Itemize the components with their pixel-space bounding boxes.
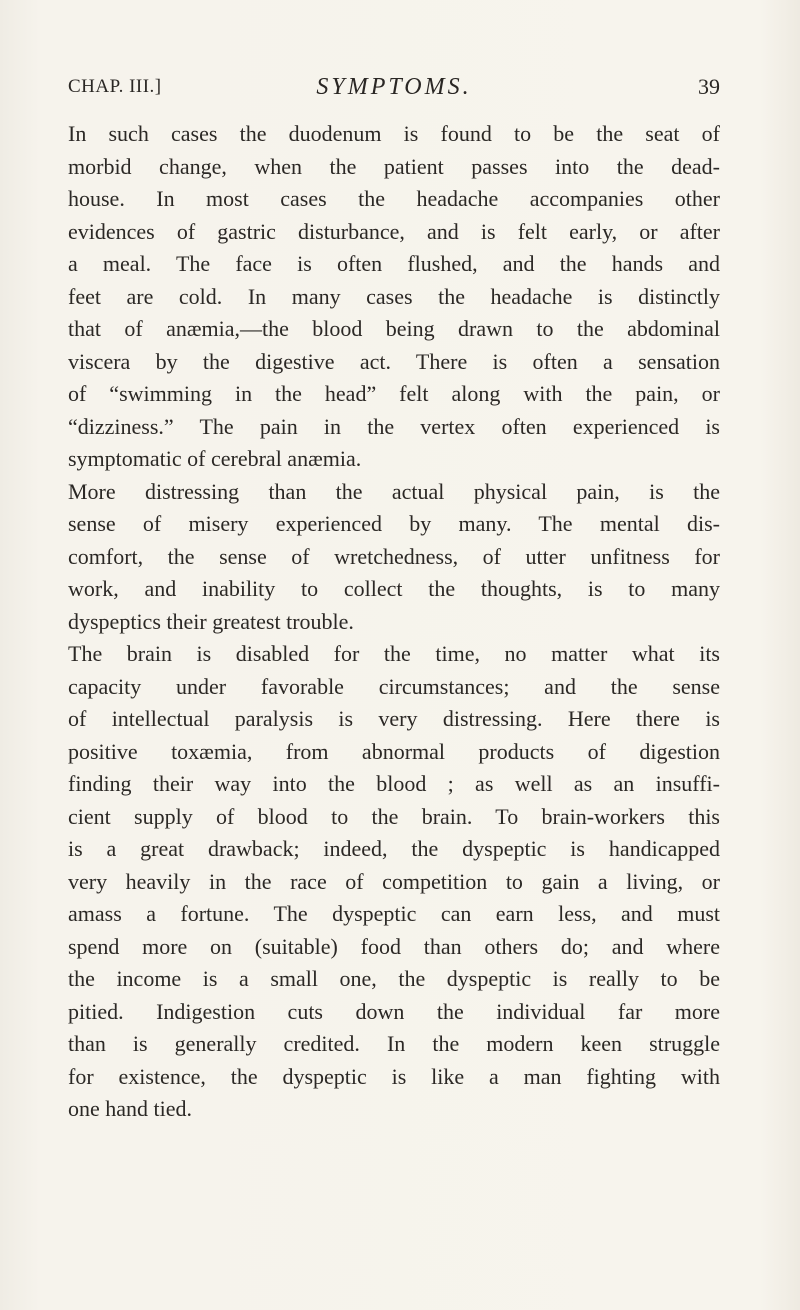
text-line: is a great drawback; indeed, the dyspeptic is handicapped: [68, 836, 720, 861]
text-line: morbid change, when the patient passes into the dead-: [68, 153, 720, 179]
text-line: capacity under favorable circumstances; and the sense: [68, 673, 720, 699]
text-line: very heavily in the race of competition to gain a living, or: [68, 868, 720, 894]
text-line: spend more on (suitable) food than others do; and where: [68, 933, 720, 959]
text-line: dyspeptics their greatest trouble.: [68, 608, 354, 634]
text-line: for existence, the dyspeptic is like a man fighting with: [68, 1063, 720, 1089]
text-line: amass a fortune. The dyspeptic can earn less, and must: [68, 901, 720, 926]
text-line: house. In most cases the headache accompanies other: [68, 186, 720, 211]
text-line: the income is a small one, the dyspeptic is really to be: [68, 966, 720, 991]
body-text: [68, 118, 720, 1126]
text-line: a meal. The face is often flushed, and the hands and: [68, 251, 720, 276]
text-line: sense of misery experienced by many. The mental dis-: [68, 511, 720, 536]
text-line: “dizziness.” The pain in the vertex often experienced is: [68, 413, 720, 439]
text-line: evidences of gastric disturbance, and is felt early, or after: [68, 218, 720, 244]
text-line: viscera by the digestive act. There is often a sensation: [68, 348, 720, 374]
text-line: In such cases the duodenum is found to be the seat of: [68, 121, 720, 146]
text-line: feet are cold. In many cases the headache is distinctly: [68, 283, 720, 309]
page-number: 39: [698, 74, 720, 99]
text-line: cient supply of blood to the brain. To brain-workers this: [68, 803, 720, 829]
text-line: positive toxæmia, from abnormal products of digestion: [68, 738, 720, 764]
text-line: The brain is disabled for the time, no matter what its: [68, 641, 720, 666]
text-line: of “swimming in the head” felt along with the pain, or: [68, 381, 720, 406]
text-line: that of anæmia,—the blood being drawn to the abdominal: [68, 316, 720, 341]
running-title: SYMPTOMS.: [316, 74, 472, 100]
text-line: work, and inability to collect the thoughts, is to many: [68, 576, 720, 601]
text-line: than is generally credited. In the modern keen struggle: [68, 1031, 720, 1056]
text-line: finding their way into the blood ; as well as an insuffi-: [68, 771, 720, 796]
running-header: [68, 68, 720, 108]
text-line: comfort, the sense of wretchedness, of utter unfitness for: [68, 543, 720, 569]
text-line: pitied. Indigestion cuts down the individual far more: [68, 998, 720, 1024]
text-line: symptomatic of cerebral anæmia.: [68, 446, 362, 471]
text-line: of intellectual paralysis is very distressing. Here there is: [68, 706, 720, 731]
chapter-label: CHAP. III.]: [68, 76, 162, 97]
text-line: one hand tied.: [68, 1096, 193, 1121]
text-line: More distressing than the actual physical pain, is the: [68, 478, 720, 504]
